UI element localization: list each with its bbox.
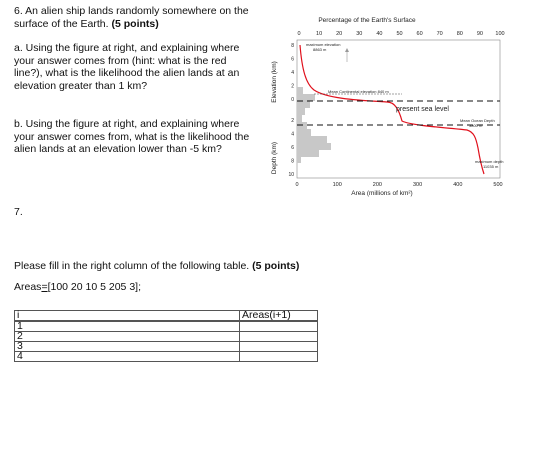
answer-cell[interactable]	[240, 321, 318, 332]
histogram-bar	[297, 129, 311, 136]
histogram-bar	[297, 101, 310, 108]
table-row	[15, 352, 318, 362]
max-elevation-label: maximum elevation	[306, 42, 341, 47]
question-6-points: (5 points)	[111, 17, 159, 30]
max-elevation-value: 8863 m	[313, 47, 327, 52]
area-axis-label: Area (millions of km²)	[351, 190, 413, 197]
bottom-axis-tick-label: 100	[332, 182, 342, 188]
header-areas: Areas(i+1)	[240, 311, 318, 322]
row-index: 4	[15, 352, 240, 362]
areas-definition	[14, 281, 141, 294]
header-i: i	[15, 311, 240, 322]
depth-tick-label: 4	[291, 131, 294, 138]
row-index: 1	[15, 321, 240, 332]
areas-equals: =	[41, 281, 48, 293]
answer-cell[interactable]	[240, 352, 318, 362]
answer-cell[interactable]	[240, 332, 318, 342]
top-axis-tick-label: 80	[456, 31, 463, 37]
mean-ocean-value: 3800 m	[469, 123, 483, 128]
elevation-tick-label: 4	[291, 70, 294, 76]
depth-ticks	[288, 118, 294, 178]
elevation-axis-label: Elevation (km)	[271, 61, 278, 103]
table-instruction-text: Please fill in the right column of the following table.	[14, 260, 250, 272]
question-6-title	[14, 5, 254, 30]
top-axis-tick-label: 50	[396, 31, 403, 37]
bottom-axis-tick-label: 0	[295, 182, 299, 188]
depth-axis-label: Depth (km)	[271, 141, 278, 175]
bottom-axis-tick-label: 300	[413, 182, 423, 188]
bottom-axis-tick-label: 500	[493, 182, 503, 188]
histogram-bar	[297, 108, 305, 115]
question-7-number: 7.	[14, 206, 23, 218]
top-axis-ticks	[297, 31, 504, 37]
elevation-tick-label: 0	[291, 97, 294, 103]
table-row	[15, 342, 318, 352]
histogram-bar	[297, 143, 331, 150]
areas-value: [100 20 10 5 205 3];	[47, 281, 141, 293]
depth-tick-label: 2	[291, 118, 294, 124]
top-axis-tick-label: 20	[336, 31, 343, 37]
answer-cell[interactable]	[240, 342, 318, 352]
row-index: 3	[15, 342, 240, 352]
top-axis-tick-label: 70	[436, 31, 443, 37]
top-axis-tick-label: 90	[476, 31, 483, 37]
bottom-axis-tick-label: 400	[453, 182, 463, 188]
histogram-bar	[297, 115, 302, 122]
mean-ocean-label: Mean Ocean Depth	[460, 118, 495, 123]
top-axis-tick-label: 100	[495, 31, 505, 37]
question-6a-text: a. Using the figure at right, and explaining where your answer comes from (hint: what is the red line?), what is the likelihood the alien lands at an elevation greater than 1 km?	[14, 42, 240, 92]
top-axis-tick-label: 10	[316, 31, 323, 37]
hypsometric-figure	[262, 10, 534, 200]
elevation-tick-label: 2	[291, 83, 294, 90]
top-axis-tick-label: 40	[376, 31, 383, 37]
table-instruction	[14, 260, 299, 273]
table-row	[15, 321, 318, 332]
elevation-tick-label: 6	[291, 56, 294, 63]
top-axis-tick-label: 30	[356, 31, 363, 37]
table-row	[15, 332, 318, 342]
elevation-ticks	[291, 43, 294, 103]
top-axis-tick-label: 60	[416, 31, 423, 37]
question-6b-text: b. Using the figure at right, and explaining where your answer comes from, what is the likelihood the alien lands at an elevation lower than -5 km?	[14, 118, 250, 155]
table-header-row	[15, 311, 318, 322]
bottom-axis-ticks	[295, 182, 502, 188]
hypsometric-curve	[300, 45, 484, 174]
histogram-bar	[297, 136, 327, 143]
histogram-bar	[297, 87, 303, 94]
bottom-axis-tick-label: 200	[372, 182, 382, 188]
top-axis-tick-label: 0	[297, 31, 301, 37]
question-6-prompt: 6. An alien ship lands randomly somewhere on the surface of the Earth.	[14, 5, 249, 30]
histogram-bar	[297, 150, 319, 157]
figure-top-title: Percentage of the Earth's Surface	[318, 17, 416, 24]
max-depth-value: 11035 m	[483, 164, 499, 169]
elevation-tick-label: 8	[291, 43, 294, 49]
areas-variable: Areas	[14, 281, 42, 293]
areas-table	[14, 310, 318, 362]
max-elevation-arrowhead	[345, 48, 349, 52]
row-index: 2	[15, 332, 240, 342]
mean-continental-label: Mean Continental elevation 840 m	[328, 89, 389, 94]
histogram-bar	[297, 94, 315, 101]
max-depth-label: maximum depth	[475, 159, 504, 164]
depth-tick-label: 8	[291, 158, 294, 165]
table-instruction-points: (5 points)	[252, 260, 300, 272]
histogram-bar	[297, 157, 301, 163]
depth-tick-label: 6	[291, 145, 294, 151]
sea-level-label: present sea level	[396, 106, 449, 113]
depth-tick-label: 10	[288, 172, 294, 178]
